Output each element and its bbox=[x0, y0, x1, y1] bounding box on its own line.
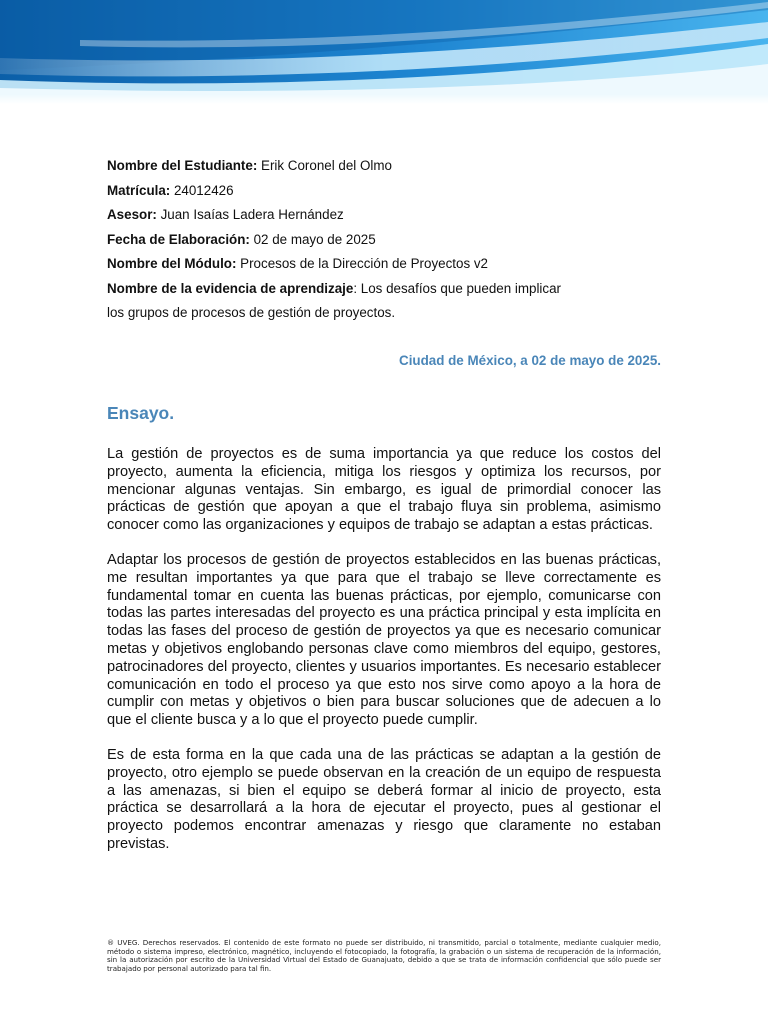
student-name-label: Nombre del Estudiante: bbox=[107, 158, 258, 173]
module-line bbox=[107, 254, 667, 279]
essay-heading: Ensayo. bbox=[107, 403, 175, 423]
student-name-line bbox=[107, 156, 667, 181]
advisor-line bbox=[107, 205, 667, 230]
elaboration-date-label: Fecha de Elaboración: bbox=[107, 231, 250, 247]
student-name-value: Erik Coronel del Olmo bbox=[257, 158, 392, 173]
elaboration-date-value: 02 de mayo de 2025 bbox=[249, 231, 376, 247]
evidence-label: Nombre de la evidencia de aprendizaje bbox=[107, 280, 354, 296]
document-metadata bbox=[107, 156, 667, 323]
evidence-line bbox=[107, 279, 667, 304]
evidence-value-continuation: los grupos de procesos de gestión de proyectos. bbox=[107, 305, 396, 320]
student-id-line bbox=[107, 181, 667, 206]
elaboration-date-line bbox=[107, 230, 667, 255]
place-and-date: Ciudad de México, a 02 de mayo de 2025. bbox=[399, 353, 661, 368]
header-wave-graphic bbox=[0, 0, 768, 104]
module-value: Procesos de la Dirección de Proyectos v2 bbox=[236, 256, 489, 271]
essay-body bbox=[107, 446, 661, 871]
header-banner bbox=[0, 0, 768, 104]
copyright-footer: ® UVEG. Derechos reservados. El contenido de este formato no puede ser distribuido, ni transmitido, parcial o totalmente, mediante cualquier medio, método o sistema impreso, electrónico, magnético, incluyendo el fotocopiado, la fotografía, la grabación o un sistema de recuperación de la información, sin la autorización por escrito de la Universidad Virtual del Estado de Guanajuato, debido a que se trata de información confidencial que sólo puede ser trabajado por personal autorizado para tal fin. bbox=[107, 938, 661, 974]
student-id-label: Matrícula: bbox=[107, 182, 171, 198]
evidence-value: : Los desafíos que pueden implicar bbox=[353, 280, 562, 296]
essay-paragraph: Es de esta forma en la que cada una de las prácticas se adaptan a la gestión de proyecto, otro ejemplo se puede observan en la creación de un equipo de respuesta a las amenazas, si bien el equipo se deberá formar al inicio de proyecto, esta práctica se desarrollará a la hora de ejecutar el proyecto, pues al gestionar el proyecto podemos encontrar amenazas y riesgo que claramente no estaban previstas. bbox=[107, 746, 661, 852]
student-id-value: 24012426 bbox=[170, 182, 234, 198]
module-label: Nombre del Módulo: bbox=[107, 256, 237, 271]
advisor-label: Asesor: bbox=[107, 207, 157, 222]
essay-paragraph: Adaptar los procesos de gestión de proyectos establecidos en las buenas prácticas, me resultan importantes ya que para que el trabajo se lleve correctamente es fundamental tomar en cuenta las buenas prácticas, por ejemplo, comunicarse con todas las partes interesadas del proyecto es una práctica principal y esta implícita en todas las fases del proceso de gestión de proyectos ya que es necesario comunicar metas y objetivos englobando personas clave como miembros del equipo, gestores, patrocinadores del proyecto, clientes y usuarios importantes. Es necesario establecer comunicación en todo el proceso ya que esto nos sirve como apoyo a la hora de cumplir con metas y objetivos o bien para buscar soluciones que de adecuen a lo que el cliente busca y a lo que el proyecto puede cumplir. bbox=[107, 551, 661, 729]
essay-paragraph: La gestión de proyectos es de suma importancia ya que reduce los costos del proyecto, aumenta la eficiencia, mitiga los riesgos y optimiza los recursos, por mencionar algunas ventajas. Sin embargo, es igual de primordial conocer las prácticas de gestión que apoyan a que el trabajo fluya sin problema, asimismo conocer como las organizaciones y equipos de trabajo se adaptan a estas prácticas. bbox=[107, 446, 661, 534]
advisor-value: Juan Isaías Ladera Hernández bbox=[156, 207, 344, 222]
